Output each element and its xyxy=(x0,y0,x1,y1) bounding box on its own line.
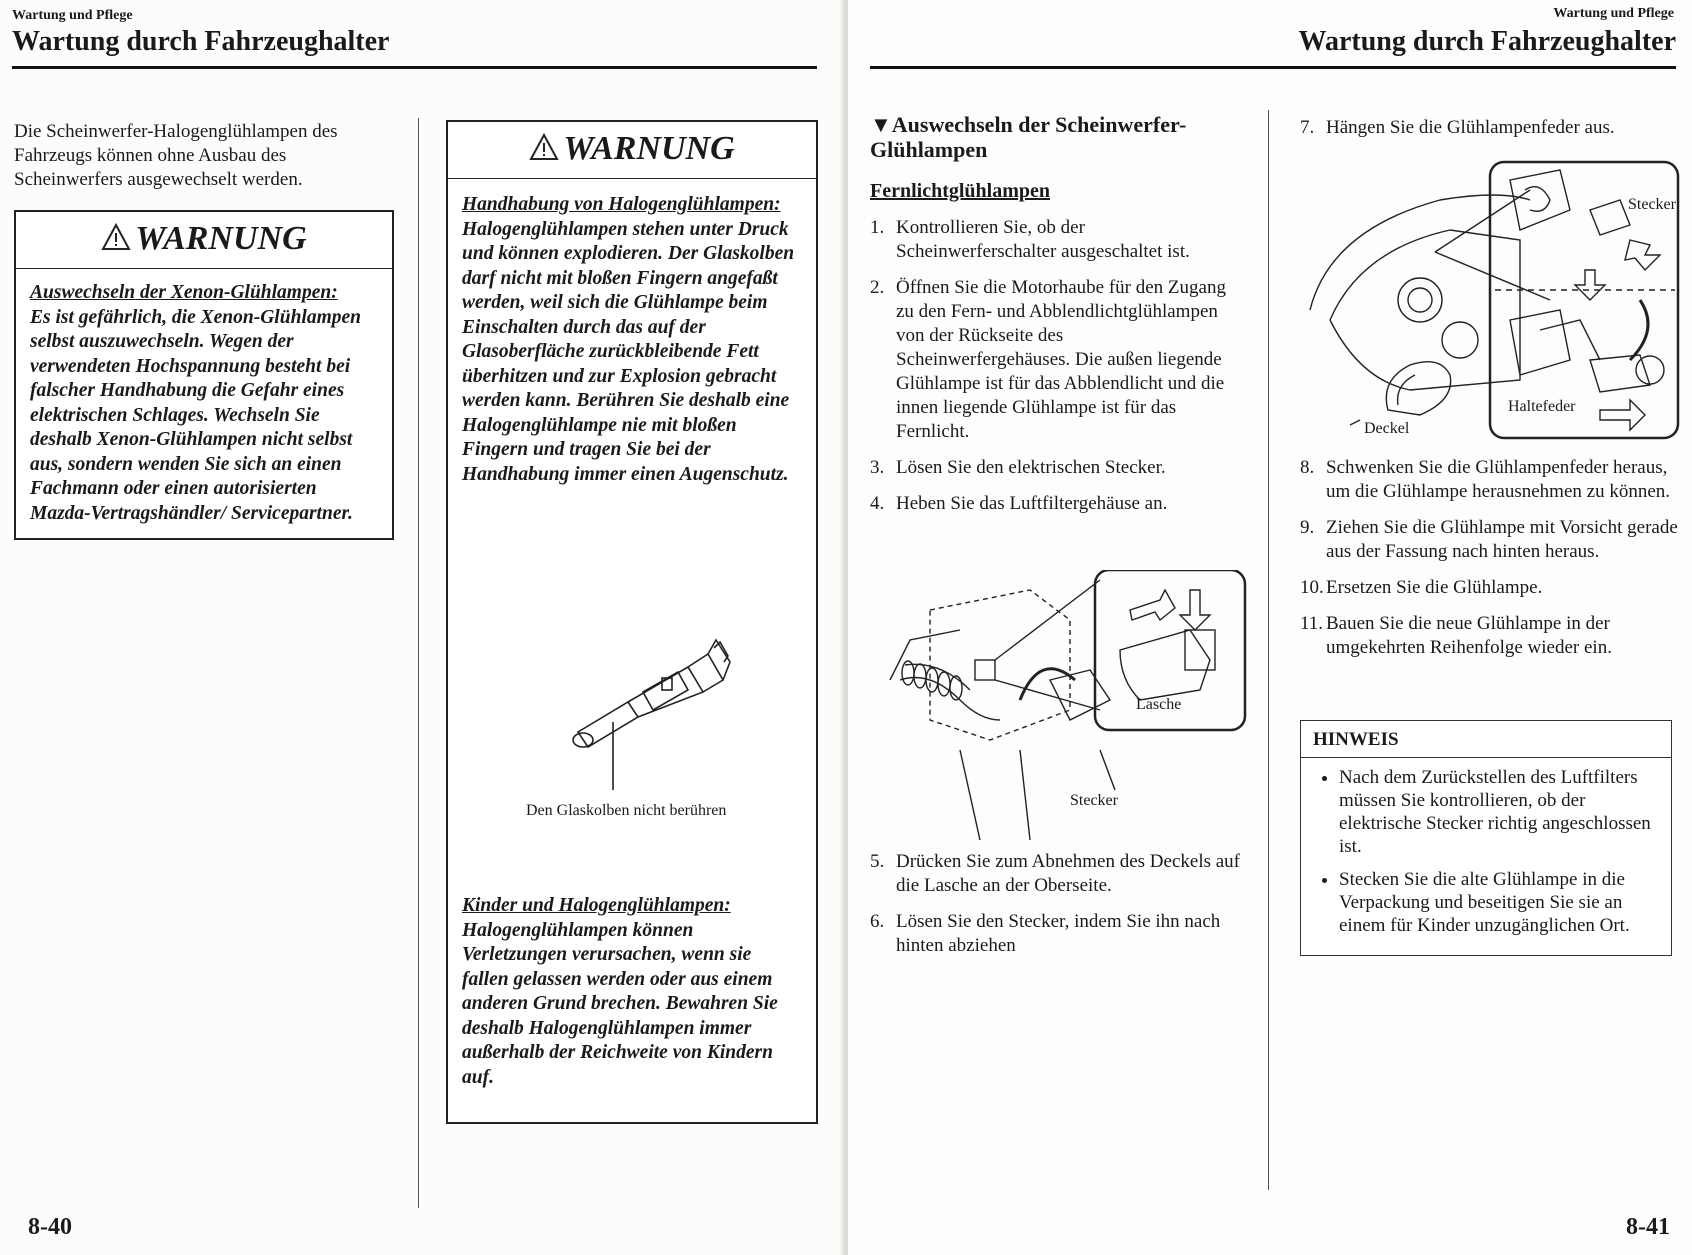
label-deckel: Deckel xyxy=(1364,420,1410,437)
warning-triangle-icon xyxy=(101,223,131,251)
note-body xyxy=(1301,758,1671,955)
steps-list-2 xyxy=(870,850,1240,970)
subsection-heading: Fernlichtglühlampen xyxy=(870,180,1051,202)
page-number: 8-40 xyxy=(28,1214,72,1240)
warning-text: Es ist gefährlich, die Xenon-Glühlampen selbst auszuwechseln. Wegen der verwendeten Hochspannung besteht bei falscher Handhabung die Gefahr eines elektrischen Schlages. Wechseln Sie deshalb Xenon-Glühlampen nicht selbst aus, sondern wenden Sie sich an einen Fachmann oder einen autorisierten Mazda-Vertragshändler/ Servicepartner. xyxy=(30,306,362,524)
step-6: 6. Lösen Sie den Stecker, indem Sie ihn nach hinten abziehen xyxy=(870,911,1221,956)
left-page xyxy=(0,0,845,1255)
note-box xyxy=(1300,720,1672,956)
warning-body xyxy=(448,179,816,499)
warning-box-halogen xyxy=(446,120,818,1124)
step-5: 5. Drücken Sie zum Abnehmen des Deckels auf die Lasche an der Oberseite. xyxy=(870,851,1241,896)
warning-title: WARNUNG xyxy=(563,130,735,167)
step-4: 4. Heben Sie das Luftfiltergehäuse an. xyxy=(870,493,1168,514)
page-title: Wartung durch Fahrzeughalter xyxy=(12,26,390,57)
label-haltefeder: Haltefeder xyxy=(1508,398,1576,415)
right-page xyxy=(848,0,1692,1255)
warning-body xyxy=(16,269,392,538)
header-rule xyxy=(12,66,817,69)
page-number: 8-41 xyxy=(1626,1214,1670,1240)
section-label: Wartung und Pflege xyxy=(1553,6,1674,21)
air-filter-illustration xyxy=(870,570,1250,840)
steps-list-1 xyxy=(870,216,1240,528)
section-heading: ▼Auswechseln der Scheinwerfer-Glühlampen xyxy=(870,112,1187,162)
warning-body-children xyxy=(448,882,816,1102)
note-item: • Stecken Sie die alte Glühlampe in die Verpackung und beseitigen Sie sie an einem für Kinder unzugänglichen Ort. xyxy=(1339,868,1659,937)
step-11: 11. Bauen Sie die neue Glühlampe in der umgekehrten Reihenfolge wieder ein. xyxy=(1300,613,1612,658)
step-1: 1. Kontrollieren Sie, ob der Scheinwerferschalter ausgeschaltet ist. xyxy=(870,217,1190,262)
label-stecker: Stecker xyxy=(1070,792,1118,809)
step-2: 2. Öffnen Sie die Motorhaube für den Zugang zu den Fern- und Abblendlichtglühlampen von der Rückseite des Scheinwerfergehäuses. Die außen liegende Glühlampe ist für das Abblendlicht und die innen liegende Glühlampe ist für das Fernlicht. xyxy=(870,277,1226,442)
warning-triangle-icon xyxy=(529,133,559,161)
warning-text: Halogenglühlampen können Verletzungen verursachen, wenn sie fallen gelassen werden oder aus einem anderen Grund brechen. Bewahren Sie deshalb Halogenglühlampen immer außerhalb der Reichweite von Kindern auf. xyxy=(462,919,778,1088)
column-rule xyxy=(1268,110,1269,1190)
warning-subtitle: Handhabung von Halogenglühlampen: xyxy=(462,194,781,215)
section-label: Wartung und Pflege xyxy=(12,8,133,23)
warning-heading xyxy=(448,122,816,179)
steps-list-4 xyxy=(1300,456,1680,672)
warning-heading xyxy=(16,212,392,269)
header-rule xyxy=(870,66,1676,69)
step-9: 9. Ziehen Sie die Glühlampe mit Vorsicht gerade aus der Fassung nach hinten heraus. xyxy=(1300,517,1678,562)
intro-text: Die Scheinwerfer-Halogenglühlampen des Fahrzeugs können ohne Ausbau des Scheinwerfers ausgewechselt werden. xyxy=(14,121,338,190)
label-stecker: Stecker xyxy=(1628,196,1676,213)
note-title: HINWEIS xyxy=(1301,721,1671,758)
figure-caption: Den Glaskolben nicht berühren xyxy=(526,802,727,819)
warning-subtitle: Kinder und Halogenglühlampen: xyxy=(462,895,731,916)
step-3: 3. Lösen Sie den elektrischen Stecker. xyxy=(870,457,1166,478)
step-7: 7. Hängen Sie die Glühlampenfeder aus. xyxy=(1300,117,1615,138)
warning-title: WARNUNG xyxy=(135,220,307,257)
note-item: • Nach dem Zurückstellen des Luftfilters müssen Sie kontrollieren, ob der elektrische Stecker richtig angeschlossen ist. xyxy=(1339,766,1659,858)
headlamp-bulb-illustration xyxy=(1300,160,1680,440)
steps-list-3 xyxy=(1300,116,1680,152)
halogen-bulb-illustration xyxy=(558,612,758,812)
warning-box-xenon xyxy=(14,210,394,540)
column-rule xyxy=(418,118,419,1208)
warning-subtitle: Auswechseln der Xenon-Glühlampen: xyxy=(30,282,338,303)
step-8: 8. Schwenken Sie die Glühlampenfeder heraus, um die Glühlampe herausnehmen zu können. xyxy=(1300,457,1671,502)
step-10: 10. Ersetzen Sie die Glühlampe. xyxy=(1300,577,1543,598)
page-title: Wartung durch Fahrzeughalter xyxy=(1298,26,1676,57)
label-lasche: Lasche xyxy=(1136,696,1182,713)
warning-text: Halogenglühlampen stehen unter Druck und können explodieren. Der Glaskolben darf nicht mit bloßen Fingern angefaßt werden, weil sich die Glühlampe beim Einschalten durch das auf der Glasoberfläche zurückbleibende Fett überhitzen und zur Explosion gebracht werden kann. Berühren Sie deshalb eine Halogenglühlampe nie mit bloßen Fingern und tragen Sie bei der Handhabung immer einen Augenschutz. xyxy=(462,218,795,485)
